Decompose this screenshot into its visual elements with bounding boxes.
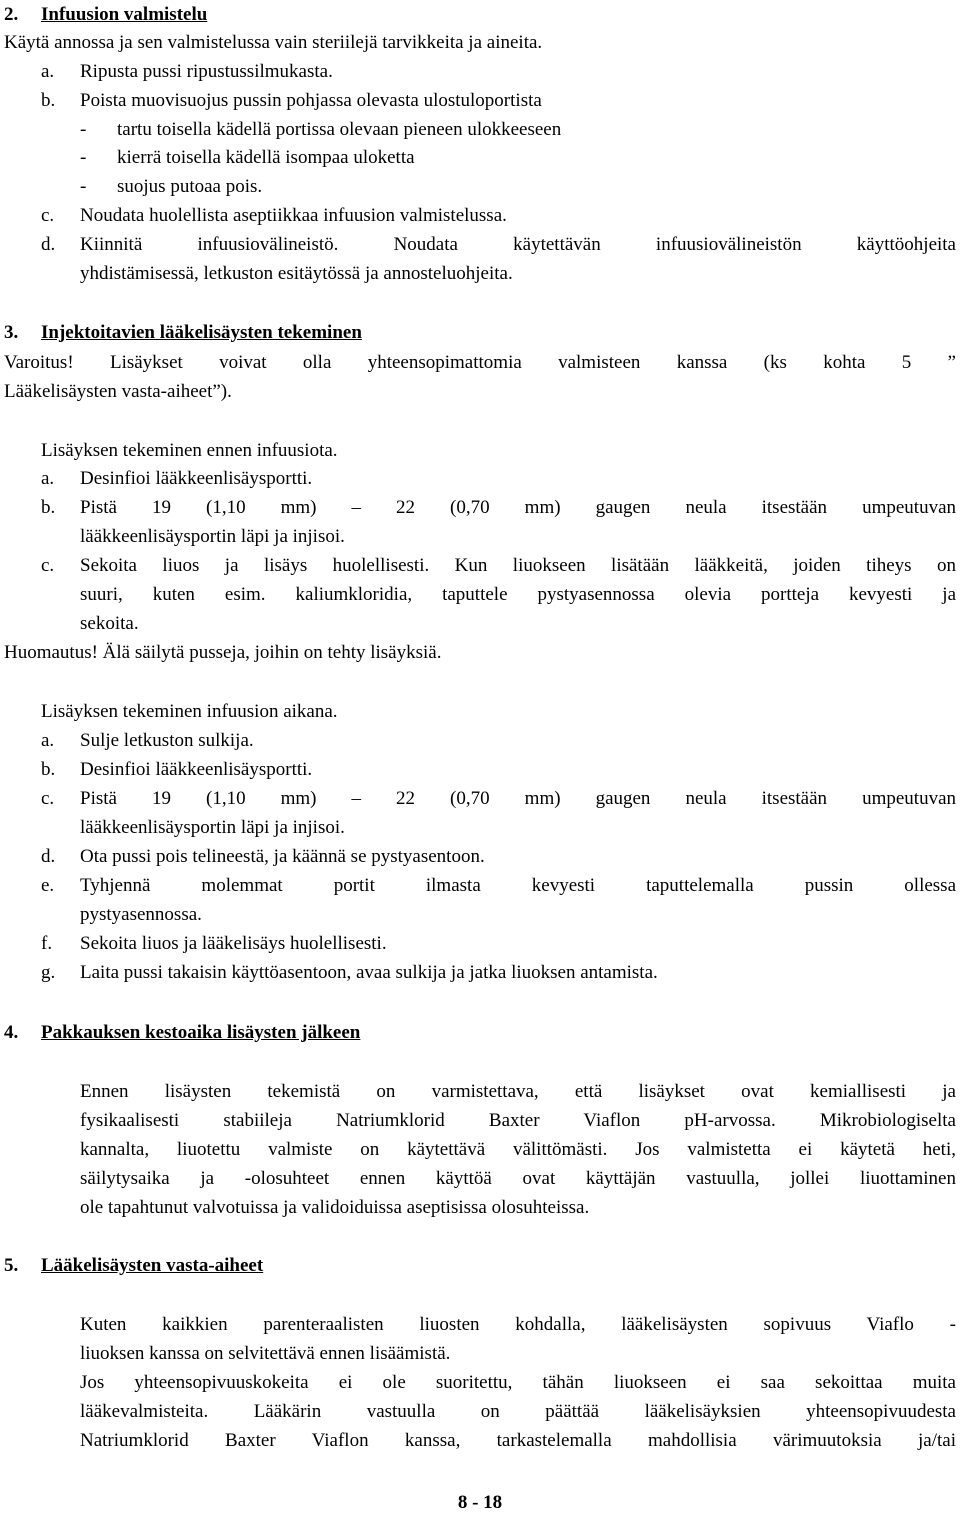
paragraph-line: [0, 609, 960, 638]
paragraph-line: [0, 259, 960, 288]
list-item: [0, 551, 960, 580]
list-item: [0, 493, 960, 522]
paragraph-text: Kuten kaikkien parenteraalisten liuosten kohdalla, lääkelisäysten sopivuus Viaflo -: [80, 1314, 956, 1335]
paragraph-line: [0, 1397, 960, 1426]
list-item: [0, 201, 960, 230]
list-text: Ripusta pussi ripustussilmukasta.: [80, 61, 333, 82]
list-text: Ota pussi pois telineestä, ja käännä se pystyasentoon.: [80, 846, 485, 867]
list-text: Desinfioi lääkkeenlisäysportti.: [80, 759, 313, 780]
list-item: [0, 784, 960, 813]
paragraph-text: säilytysaika ja -olosuhteet ennen käyttöä ovat käyttäjän vastuulla, jollei liuottaminen: [80, 1168, 956, 1189]
paragraph-text: Jos yhteensopivuuskokeita ei ole suoritettu, tähän liuokseen ei saa sekoittaa muita: [80, 1372, 956, 1393]
list-text: Desinfioi lääkkeenlisäysportti.: [80, 468, 313, 489]
section-3-heading-line: [0, 318, 960, 347]
list-marker: b.: [41, 759, 56, 780]
section-number: 3.: [4, 322, 19, 343]
list-text-continued: suuri, kuten esim. kaliumkloridia, taputtele pystyasennossa olevia portteja kevyesti ja: [80, 584, 956, 605]
paragraph-line: [0, 900, 960, 929]
section-4-heading-line: [0, 1018, 960, 1047]
subheading-line: [0, 697, 960, 726]
list-marker: c.: [41, 788, 55, 809]
paragraph-text: liuoksen kanssa on selvitettävä ennen lisäämistä.: [80, 1343, 451, 1364]
list-marker: b.: [41, 90, 56, 111]
list-text-continued: lääkkeenlisäysportin läpi ja injisoi.: [80, 817, 345, 838]
paragraph-line: [0, 580, 960, 609]
paragraph-line: [0, 1135, 960, 1164]
warning-text: Varoitus! Lisäykset voivat olla yhteensopimattomia valmisteen kanssa (ks kohta 5 ”: [4, 352, 956, 373]
list-text: Pistä 19 (1,10 mm) – 22 (0,70 mm) gaugen neula itsestään umpeutuvan: [80, 788, 956, 809]
dash-text: suojus putoaa pois.: [117, 176, 263, 197]
list-item: [0, 464, 960, 493]
subheading-line: [0, 436, 960, 465]
dash-marker: -: [80, 147, 87, 168]
list-item: [0, 86, 960, 115]
list-marker: a.: [41, 730, 55, 751]
paragraph-line: [0, 1077, 960, 1106]
section-5-heading-line: [0, 1251, 960, 1280]
warning-line: [0, 348, 960, 377]
paragraph-text: Natriumklorid Baxter Viaflon kanssa, tarkastelemalla mahdollisia värimuutoksia ja/tai: [80, 1430, 956, 1451]
paragraph-line: [0, 1310, 960, 1339]
list-text: Sekoita liuos ja lääkelisäys huolellisesti.: [80, 933, 387, 954]
list-marker: e.: [41, 875, 55, 896]
paragraph-text: ole tapahtunut valvotuissa ja validoiduissa aseptisissa olosuhteissa.: [80, 1197, 590, 1218]
paragraph-text: Ennen lisäysten tekemistä on varmistettava, että lisäykset ovat kemiallisesti ja: [80, 1081, 956, 1102]
list-text-continued: pystyasennossa.: [80, 904, 202, 925]
paragraph-line: [0, 1368, 960, 1397]
paragraph-line: [0, 1426, 960, 1455]
section-2-heading-line: [0, 0, 960, 29]
warning-line: [0, 377, 960, 406]
intro-text: Käytä annossa ja sen valmistelussa vain steriilejä tarvikkeita ja aineita.: [4, 32, 543, 53]
warning-text-continued: Lääkelisäysten vasta-aiheet”).: [4, 381, 232, 402]
subheading: Lisäyksen tekeminen ennen infuusiota.: [41, 440, 338, 461]
list-item: [0, 57, 960, 86]
page-number: 8 - 18: [457, 1492, 503, 1513]
list-item: [0, 726, 960, 755]
list-text: Sekoita liuos ja lisäys huolellisesti. Kun liuokseen lisätään lääkkeitä, joiden tiheys on: [80, 555, 956, 576]
list-text-continued: lääkkeenlisäysportin läpi ja injisoi.: [80, 526, 345, 547]
list-marker: c.: [41, 205, 55, 226]
dash-item: [0, 143, 960, 172]
section-number: 2.: [4, 4, 19, 25]
list-marker: g.: [41, 962, 56, 983]
dash-marker: -: [80, 119, 87, 140]
list-item: [0, 929, 960, 958]
list-item: [0, 230, 960, 259]
note-text: Huomautus! Älä säilytä pusseja, joihin on tehty lisäyksiä.: [4, 642, 442, 663]
list-marker: b.: [41, 497, 56, 518]
list-marker: c.: [41, 555, 55, 576]
list-text-continued: yhdistämisessä, letkuston esitäytössä ja annosteluohjeita.: [80, 263, 513, 284]
section-heading: Pakkauksen kestoaika lisäysten jälkeen: [41, 1022, 361, 1043]
paragraph-line: [0, 1339, 960, 1368]
list-text: Tyhjennä molemmat portit ilmasta kevyesti taputtelemalla pussin ollessa: [80, 875, 956, 896]
dash-marker: -: [80, 176, 87, 197]
list-marker: d.: [41, 846, 56, 867]
subheading: Lisäyksen tekeminen infuusion aikana.: [41, 701, 338, 722]
list-marker: a.: [41, 468, 55, 489]
dash-text: kierrä toisella kädellä isompaa uloketta: [117, 147, 415, 168]
section-number: 4.: [4, 1022, 19, 1043]
list-item: [0, 958, 960, 987]
list-item: [0, 755, 960, 784]
list-marker: d.: [41, 234, 56, 255]
paragraph-line: [0, 1193, 960, 1222]
list-item: [0, 871, 960, 900]
paragraph-line: [0, 813, 960, 842]
paragraph-line: [0, 1164, 960, 1193]
paragraph-line: [0, 522, 960, 551]
paragraph-line: [0, 1106, 960, 1135]
list-text: Pistä 19 (1,10 mm) – 22 (0,70 mm) gaugen neula itsestään umpeutuvan: [80, 497, 956, 518]
list-text: Laita pussi takaisin käyttöasentoon, avaa sulkija ja jatka liuoksen antamista.: [80, 962, 658, 983]
list-marker: a.: [41, 61, 55, 82]
section-heading: Lääkelisäysten vasta-aiheet: [41, 1255, 264, 1276]
list-text: Poista muovisuojus pussin pohjassa olevasta ulostuloportista: [80, 90, 542, 111]
note-line: [0, 638, 960, 667]
paragraph-text: kannalta, liuotettu valmiste on käytettävä välittömästi. Jos valmistetta ei käytetä heti,: [80, 1139, 956, 1160]
list-item: [0, 842, 960, 871]
section-heading: Infuusion valmistelu: [41, 4, 208, 25]
paragraph-line: [0, 28, 960, 57]
section-heading: Injektoitavien lääkelisäysten tekeminen: [41, 322, 362, 343]
list-text: Noudata huolellista aseptiikkaa infuusion valmistelussa.: [80, 205, 507, 226]
list-text-continued: sekoita.: [80, 613, 139, 634]
dash-text: tartu toisella kädellä portissa olevaan pieneen ulokkeeseen: [117, 119, 562, 140]
dash-item: [0, 172, 960, 201]
list-text: Kiinnitä infuusiovälineistö. Noudata käytettävän infuusiovälineistön käyttöohjeita: [80, 234, 956, 255]
paragraph-text: fysikaalisesti stabiileja Natriumklorid Baxter Viaflon pH-arvossa. Mikrobiologiselta: [80, 1110, 956, 1131]
list-marker: f.: [41, 933, 53, 954]
paragraph-text: lääkevalmisteita. Lääkärin vastuulla on päättää lääkelisäyksien yhteensopivuudesta: [80, 1401, 956, 1422]
section-number: 5.: [4, 1255, 19, 1276]
dash-item: [0, 115, 960, 144]
list-text: Sulje letkuston sulkija.: [80, 730, 254, 751]
